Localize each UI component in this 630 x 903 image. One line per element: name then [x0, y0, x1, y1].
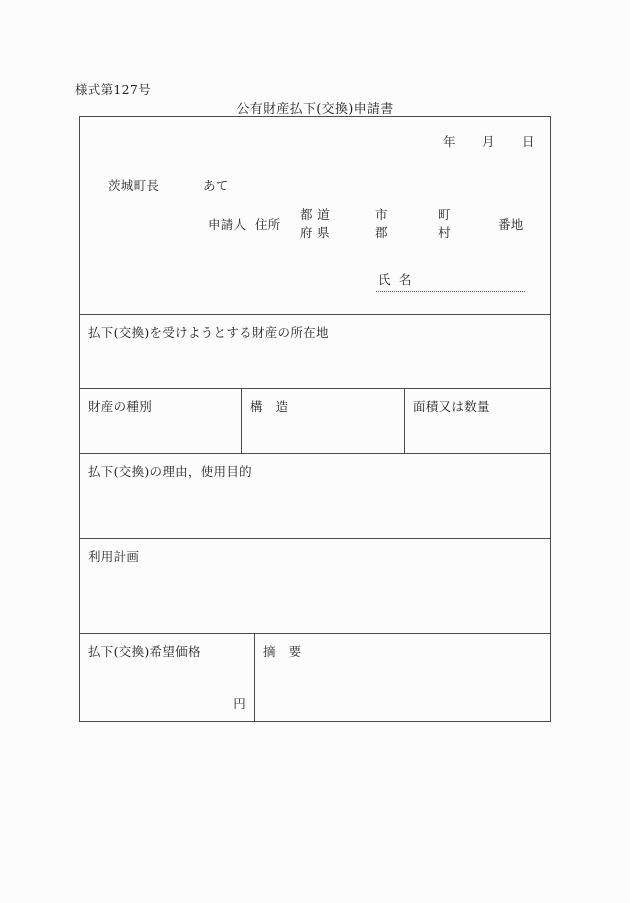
remarks-label: 摘 要: [263, 644, 302, 659]
lot-number-label: 番地: [498, 217, 524, 232]
addressee-name: 茨城町長: [108, 178, 160, 193]
city-label-top: 市: [375, 207, 388, 222]
applicant-label: 申請人: [208, 217, 247, 232]
property-type-label: 財産の種別: [88, 399, 153, 414]
application-form-table: [79, 116, 551, 722]
prefecture-label: [300, 206, 330, 242]
header-row: [80, 117, 550, 314]
property-type-cell: [80, 389, 241, 453]
date-day-label: 日: [522, 134, 535, 149]
usage-plan-label: 利用計画: [88, 549, 140, 564]
town-label-top: 町: [438, 207, 451, 222]
property-detail-row: [80, 388, 550, 453]
price-remarks-row: [80, 633, 550, 721]
area-quantity-cell: [404, 389, 550, 453]
name-label-first: 氏: [378, 272, 391, 287]
form-title: 公有財産払下(交換)申請書: [236, 102, 394, 117]
name-field-underline: [376, 270, 525, 292]
date-month-label: 月: [482, 134, 495, 149]
prefecture-label-top: 都 道: [300, 207, 330, 222]
remarks-cell: [254, 634, 550, 721]
structure-cell: [241, 389, 404, 453]
town-label-bottom: 村: [438, 225, 451, 240]
property-location-cell: [80, 314, 550, 388]
property-location-label: 払下(交換)を受けようとする財産の所在地: [88, 325, 329, 340]
desired-price-cell: [80, 634, 254, 721]
name-label-second: 名: [398, 272, 412, 287]
city-label-bottom: 郡: [375, 225, 388, 240]
yen-unit-label: 円: [233, 696, 246, 711]
date-year-label: 年: [443, 134, 456, 149]
desired-price-label: 払下(交換)希望価格: [88, 644, 201, 659]
reason-purpose-label: 払下(交換)の理由，使用目的: [88, 464, 252, 479]
structure-label: 構 造: [250, 399, 289, 414]
city-label: [375, 206, 388, 242]
addressee-suffix: あて: [203, 178, 229, 193]
form-number: 様式第127号: [75, 82, 151, 97]
town-label: [438, 206, 451, 242]
address-label: 住所: [255, 217, 281, 232]
area-quantity-label: 面積又は数量: [413, 399, 490, 414]
usage-plan-cell: [80, 538, 550, 633]
prefecture-label-bottom: 府 県: [300, 225, 330, 240]
reason-purpose-cell: [80, 453, 550, 538]
